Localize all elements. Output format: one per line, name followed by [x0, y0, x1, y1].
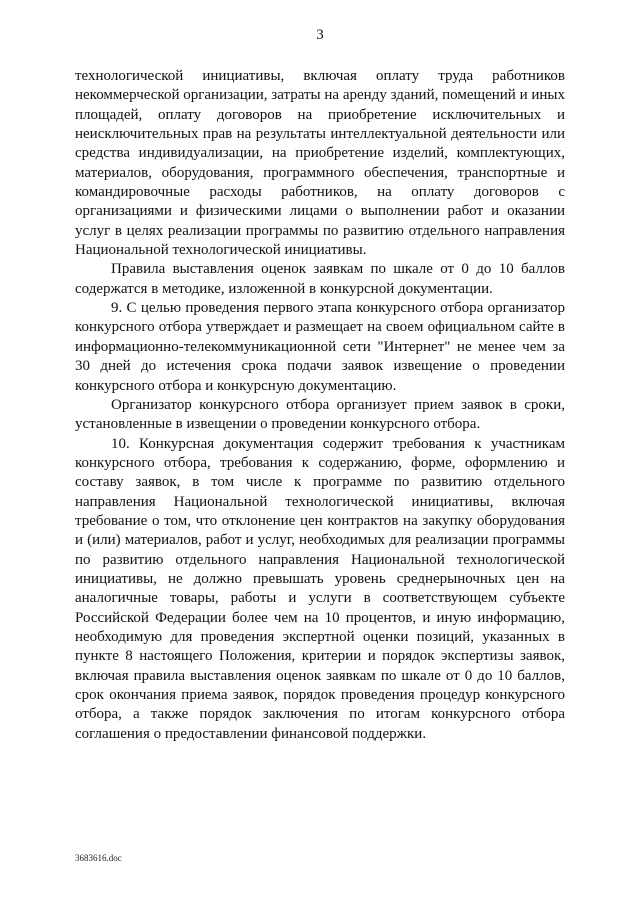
paragraph-item-10: 10. Конкурсная документация содержит требования к участникам конкурсного отбора, требования к содержанию, форме, оформлению и составу заявок, в том числе к программе по развитию отдельного направления Национальной технологической инициативы, включая требование о том, что отклонение цен контрактов на закупку оборудования и (или) материалов, работ и услуг, необходимых для реализации программы по развитию отдельного направления Национальной технологической инициативы, не должно превышать уровень среднерыночных цен на аналогичные товары, работы и услуги в соответствующем субъекте Российской Федерации более чем на 10 процентов, и иную информацию, необходимую для проведения экспертной оценки позиций, указанных в пункте 8 настоящего Положения, критерии и порядок экспертизы заявок, включая правила выставления оценок заявкам по шкале от 0 до 10 баллов, срок окончания приема заявок, порядок проведения процедур конкурсного отбора, а также порядок заключения по итогам конкурсного отбора соглашения о предоставлении финансовой поддержки. — [75, 435, 565, 742]
paragraph-item-9: 9. С целью проведения первого этапа конкурсного отбора организатор конкурсного отбора утверждает и размещает на своем официальном сайте в информационно-телекоммуникационной сети "Интернет" не менее чем за 30 дней до истечения срока подачи заявок извещение о проведении конкурсного отбора и конкурсную документацию. — [75, 300, 565, 394]
page-number: 3 — [316, 27, 324, 43]
document-body — [75, 67, 565, 744]
document-code: 3683616.doc — [75, 853, 122, 863]
paragraph-application-intake: Организатор конкурсного отбора организует прием заявок в сроки, установленные в извещении о проведении конкурсного отбора. — [75, 396, 565, 433]
paragraph-continuation: технологической инициативы, включая оплату труда работников некоммерческой организации, затраты на аренду зданий, помещений и иных площадей, оплату договоров на приобретение исключительных и неисключительных прав на результаты интеллектуальной деятельности или средства индивидуализации, на приобретение изделий, комплектующих, материалов, оборудования, программного обеспечения, транспортные и командировочные расходы работников, на оплату договоров с организациями и физическими лицами о выполнении работ и оказании услуг в целях реализации программы по развитию отдельного направления Национальной технологической инициативы. — [75, 68, 565, 259]
paragraph-scoring-rules: Правила выставления оценок заявкам по шкале от 0 до 10 баллов содержатся в методике, изложенной в конкурсной документации. — [75, 261, 565, 297]
